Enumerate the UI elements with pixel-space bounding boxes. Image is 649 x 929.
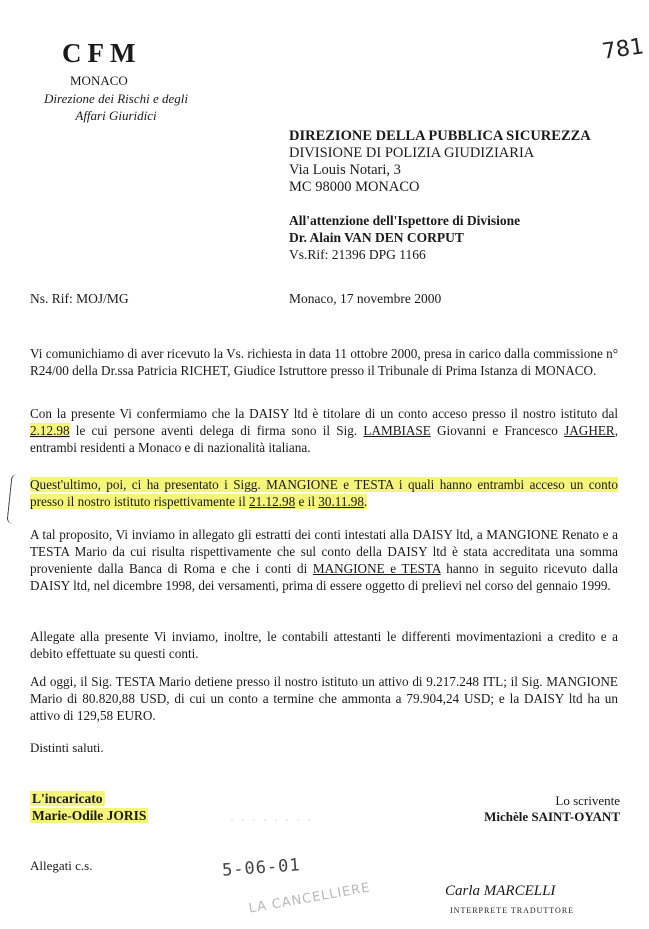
org-logo-text: CFM [62,38,142,68]
p3-date-2: 30.11.98 [318,494,364,509]
attention-line-3: Vs.Rif: 21396 DPG 1166 [289,247,426,262]
p3-text-c: . [363,494,368,509]
p2-text-d: , entrambi residenti a Monaco e di nazionalità italiana. [30,423,618,455]
our-reference: Ns. Rif: MOJ/MG [30,291,129,306]
paragraph-4 [30,526,618,594]
handwritten-date: 5-06-01 [221,855,302,881]
p2-text-a: Con la presente Vi confermiamo che la DAISY ltd è titolare di un conto acceso presso il nostro istituto dal [30,406,618,421]
department-line-1: Direzione dei Rischi e degli [44,91,188,106]
signature-left-name: Marie-Odile JORIS [32,808,147,823]
paragraph-6: Ad oggi, il Sig. TESTA Mario detiene presso il nostro istituto un attivo di 9.217.248 ITL; il Sig. MANGIONE Mario di 80.820,88 USD, di cui un conto a termine che ammonta a 79.904,24 USD; e la DAISY ltd ha un attivo di 129,58 EURO. [30,674,618,723]
recipient-line-1: DIREZIONE DELLA PUBBLICA SICUREZZA [289,128,591,144]
faded-stamp-mark: · · · · · · · · [230,813,313,827]
paragraph-2 [30,405,618,456]
signature-right-role: Lo scrivente [555,793,620,808]
p2-name-2: JAGHER [564,423,615,438]
org-department [30,90,202,124]
attachments-note: Allegati c.s. [30,858,93,873]
p2-name-1: LAMBIASE [363,423,431,438]
recipient-address [289,128,591,196]
p2-date: 2.12.98 [30,423,70,438]
attention-block [289,212,520,263]
chancellery-stamp: LA CANCELLIERE [247,880,372,917]
closing-greeting: Distinti saluti. [30,740,104,755]
signature-right-name: Michèle SAINT-OYANT [484,809,620,824]
org-city: MONACO [70,73,128,88]
margin-bracket-mark [6,474,20,525]
paragraph-1: Vi comunichiamo di aver ricevuto la Vs. richiesta in data 11 ottobre 2000, presa in carico dalla commissione n° R24/00 della Dr.ssa Patricia RICHET, Giudice Istruttore presso il Tribunale di Prima Istanza di MONACO. [30,346,618,378]
p4-names: MANGIONE e TESTA [312,561,441,576]
signature-left-role: L'incaricato [32,791,103,806]
p3-date-1: 21.12.98 [249,494,296,509]
recipient-line-2: DIVISIONE DI POLIZIA GIUDIZIARIA [289,145,535,161]
paragraph-5: Allegate alla presente Vi inviamo, inoltre, le contabili attestanti le differenti movimentazioni a credito e a debito effettuate su questi conti. [30,629,618,661]
signature-right [460,793,620,825]
p3-text-a: Quest'ultimo, poi, ci ha presentato i Sigg. MANGIONE e TESTA i quali hanno entrambi acceso un conto presso il nostro istituto rispettivamente il [30,477,618,509]
place-date: Monaco, 17 novembre 2000 [289,291,442,306]
attention-line-2: Dr. Alain VAN DEN CORPUT [289,230,464,245]
p4-text-b: hanno in seguito ricevuto dalla DAISY ltd, nel dicembre 1998, dei versamenti, prima di essere oggetto di prelievi nel corso del gennaio 1999. [30,561,618,593]
department-line-2: Affari Giuridici [75,108,157,123]
attention-line-1: All'attenzione dell'Ispettore di Divisione [289,213,521,228]
p2-text-b: le cui persone aventi delega di firma sono il Sig. [69,423,364,438]
recipient-line-3: Via Louis Notari, 3 [289,162,401,178]
translator-role: INTERPRETE TRADUTTORE [450,906,575,915]
handwritten-page-number: 781 [600,34,646,65]
p4-text-a: A tal proposito, Vi inviamo in allegato gli estratti dei conti intestati alla DAISY ltd, a MANGIONE Renato e a TESTA Mario da cui risulta rispettivamente che sul conto della DAISY ltd è stata accreditata una somma proveniente dalla Banca di Roma e che i conti di [30,527,618,576]
p2-text-c: Giovanni e Francesco [430,423,565,438]
signature-left [30,790,148,824]
translator-signature: Carla MARCELLI [445,883,556,899]
paragraph-3 [30,476,618,510]
p3-text-b: e il [295,494,319,509]
recipient-line-4: MC 98000 MONACO [289,179,420,195]
